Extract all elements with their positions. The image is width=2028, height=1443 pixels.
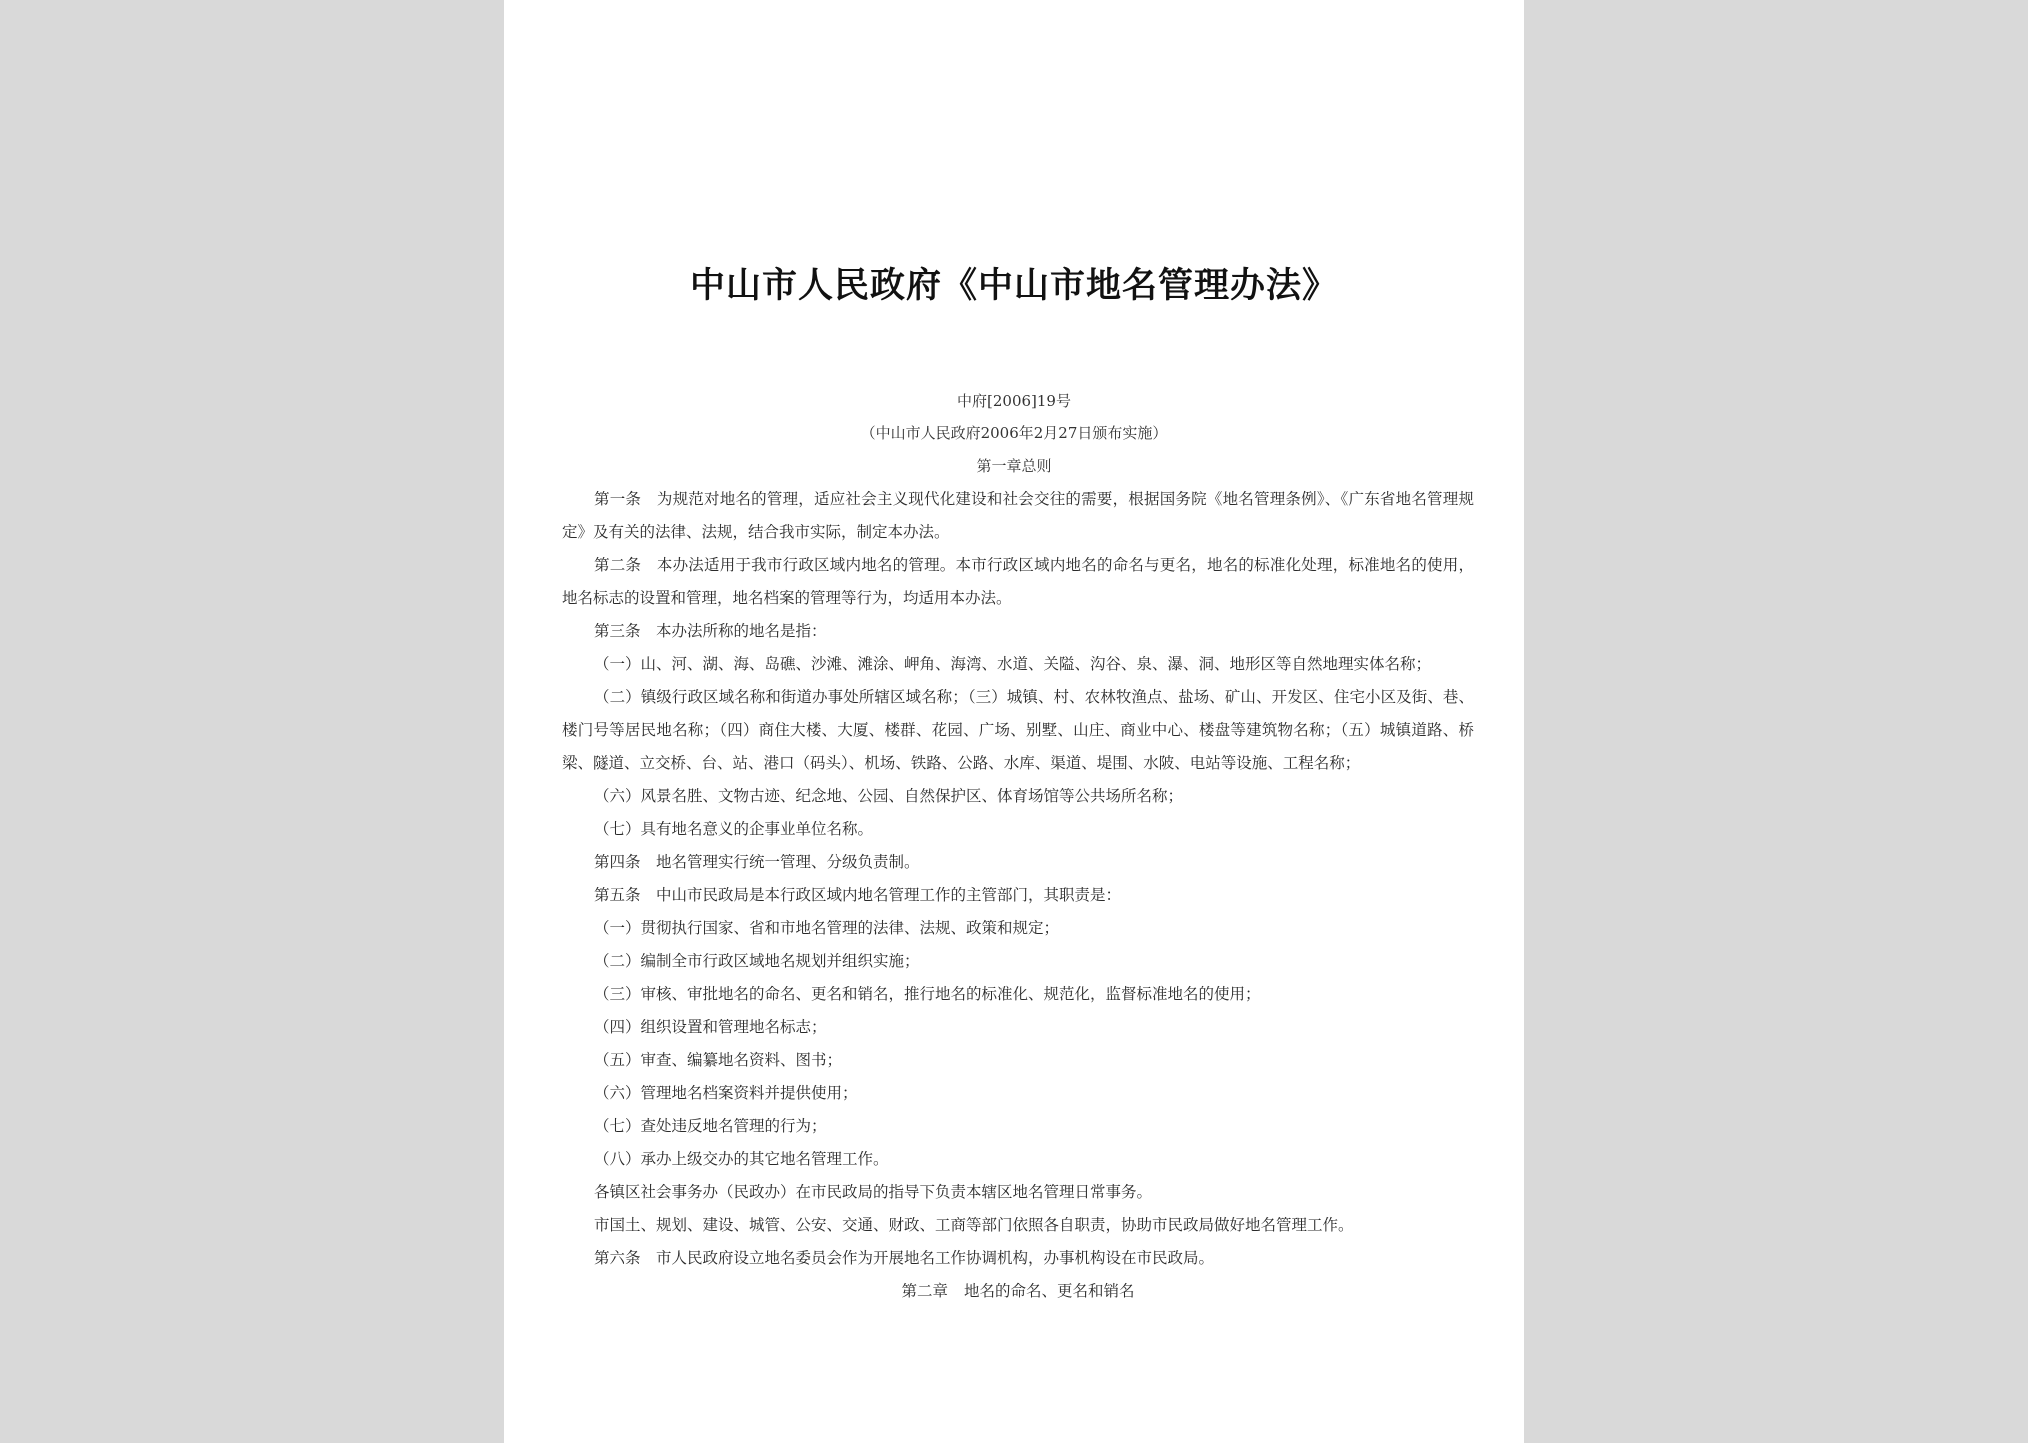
article-3-items-2-5: （二）镇级行政区域名称和街道办事处所辖区域名称；（三）城镇、村、农林牧渔点、盐场、矿山、开发区、住宅小区及街、巷、楼门号等居民地名称；（四）商住大楼、大厦、楼群、花园、广场、别墅、山庄、商业中心、楼盘等建筑物名称；（五）城镇道路、桥梁、隧道、立交桥、台、站、港口（码头）、机场、铁路、公路、水库、渠道、堤围、水陂、电站等设施、工程名称；	[562, 688, 1474, 772]
article-5-note-1: 各镇区社会事务办（民政办）在市民政局的指导下负责本辖区地名管理日常事务。	[594, 1183, 1153, 1201]
article-3-item-1: （一）山、河、湖、海、岛礁、沙滩、滩涂、岬角、海湾、水道、关隘、沟谷、泉、瀑、洞、地形区等自然地理实体名称；	[594, 655, 1432, 673]
document-number: 中府[2006]19号	[957, 392, 1071, 410]
chapter-label: 第二章	[901, 1282, 948, 1300]
article-3-item-6: （六）风景名胜、文物古迹、纪念地、公园、自然保护区、体育场馆等公共场所名称；	[594, 787, 1184, 805]
article-5-note-2: 市国土、规划、建设、城管、公安、交通、财政、工商等部门依照各自职责，协助市民政局做好地名管理工作。	[594, 1216, 1354, 1234]
article-6: 第六条 市人民政府设立地名委员会作为开展地名工作协调机构，办事机构设在市民政局。	[594, 1249, 1215, 1267]
article-2: 第二条 本办法适用于我市行政区域内地名的管理。本市行政区域内地名的命名与更名，地名的标准化处理，标准地名的使用，地名标志的设置和管理，地名档案的管理等行为，均适用本办法。	[562, 556, 1474, 607]
chapter-name: 地名的命名、更名和销名	[964, 1282, 1135, 1300]
document-body	[562, 483, 1474, 1308]
article-5-item-4: （四）组织设置和管理地名标志；	[594, 1018, 827, 1036]
chapter-label: 第一章	[976, 457, 1022, 475]
article-5-item-1: （一）贯彻执行国家、省和市地名管理的法律、法规、政策和规定；	[594, 919, 1060, 937]
document-title: 中山市人民政府《中山市地名管理办法》	[689, 266, 1338, 306]
article-5-item-8: （八）承办上级交办的其它地名管理工作。	[594, 1150, 889, 1168]
chapter-name: 总则	[1021, 457, 1052, 475]
chapter-heading-2	[562, 1275, 1474, 1308]
document-page	[504, 0, 1524, 1443]
article-5-item-6: （六）管理地名档案资料并提供使用；	[594, 1084, 858, 1102]
article-3: 第三条 本办法所称的地名是指：	[594, 622, 827, 640]
article-3-item-7: （七）具有地名意义的企事业单位名称。	[594, 820, 874, 838]
article-4: 第四条 地名管理实行统一管理、分级负责制。	[594, 853, 920, 871]
article-5: 第五条 中山市民政局是本行政区域内地名管理工作的主管部门，其职责是：	[594, 886, 1122, 904]
article-5-item-2: （二）编制全市行政区域地名规划并组织实施；	[594, 952, 920, 970]
article-5-item-7: （七）查处违反地名管理的行为；	[594, 1117, 827, 1135]
issued-note: （中山市人民政府2006年2月27日颁布实施）	[860, 424, 1168, 442]
article-1: 第一条 为规范对地名的管理，适应社会主义现代化建设和社会交往的需要，根据国务院《地名管理条例》、《广东省地名管理规定》及有关的法律、法规，结合我市实际，制定本办法。	[562, 490, 1474, 541]
article-5-item-3: （三）审核、审批地名的命名、更名和销名，推行地名的标准化、规范化，监督标准地名的使用；	[594, 985, 1261, 1003]
article-5-item-5: （五）审查、编纂地名资料、图书；	[594, 1051, 843, 1069]
chapter-heading-1	[504, 455, 1524, 476]
